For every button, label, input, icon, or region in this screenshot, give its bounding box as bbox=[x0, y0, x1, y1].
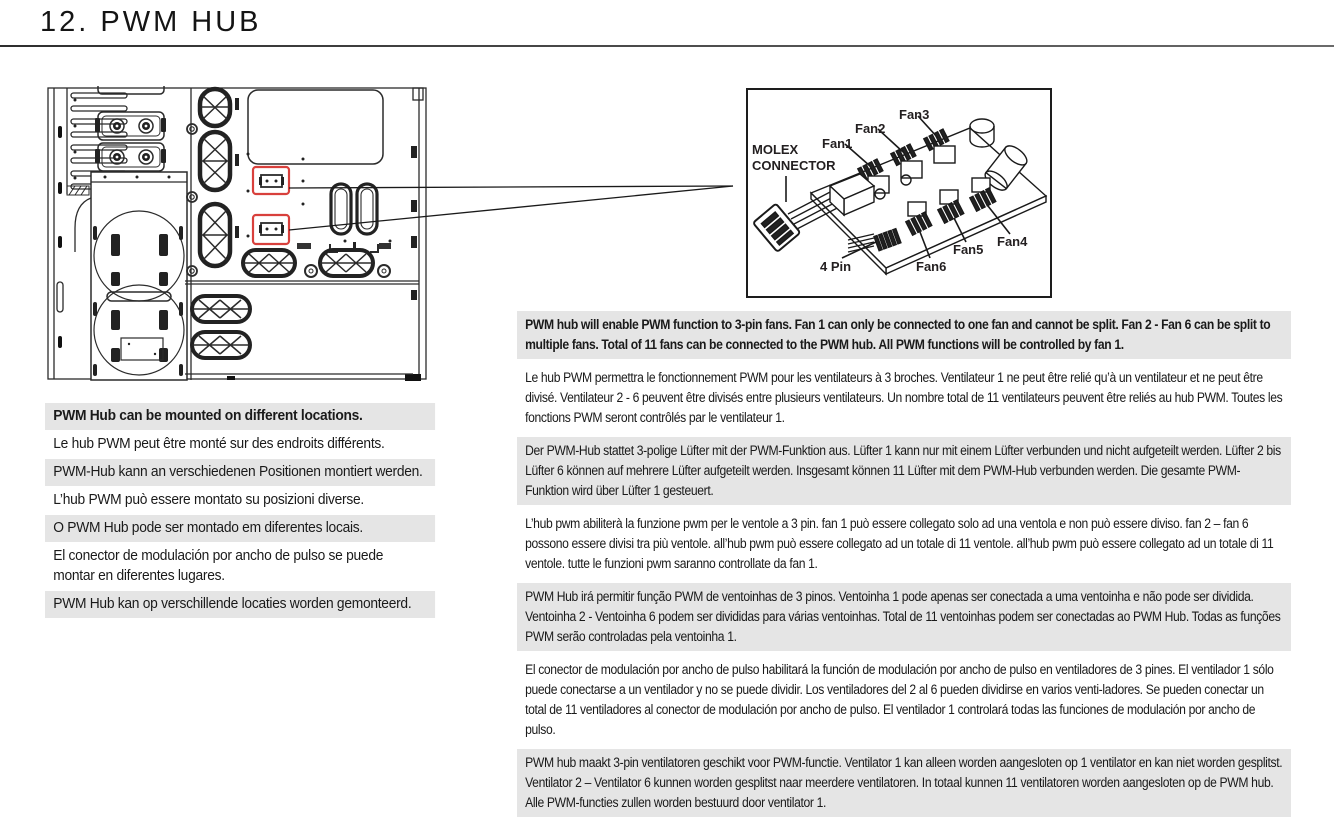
label-fan6: Fan6 bbox=[916, 259, 947, 274]
callout-leader-lines bbox=[289, 180, 747, 236]
psu-section bbox=[185, 281, 419, 380]
front-panel-strip bbox=[57, 126, 63, 348]
pwm-hub-diagram-frame bbox=[746, 88, 1052, 298]
caption-en: PWM Hub can be mounted on different locations. bbox=[45, 403, 435, 430]
caption-it: L’hub PWM può essere montato su posizioni diverse. bbox=[53, 491, 364, 508]
label-fan5: Fan5 bbox=[953, 242, 984, 257]
title-rule bbox=[0, 45, 1334, 47]
hub-description-list bbox=[517, 311, 1291, 822]
label-4pin: 4 Pin bbox=[820, 259, 852, 274]
label-fan4: Fan4 bbox=[997, 234, 1028, 249]
pwm-hub-mount-bracket-2 bbox=[259, 223, 284, 235]
caption-es: El conector de modulación por ancho de pulso se puede montar en diferentes lugares. bbox=[53, 547, 384, 584]
description-pt: PWM Hub irá permitir função PWM de ventoinhas de 3 pinos. Ventoinha 1 pode apenas ser conectada a uma ventoinha e não pode ser dividida. Ventoinha 2 - Ventoinha 6 podem ser divididas para várias ventoinhas. Total de 11 ventoinhas podem ser conectadas ao PWM Hub. Todas as funções PWM serão controladas pela ventoinha 1. bbox=[517, 583, 1291, 651]
caption-fr: Le hub PWM peut être monté sur des endroits différents. bbox=[53, 435, 385, 452]
label-fan1: Fan1 bbox=[822, 136, 853, 151]
description-es: El conector de modulación por ancho de pulso habilitará la función de modulación por ancho de pulso en ventiladores de 3 pines. El ventilador 1 sólo puede conectarse a un ventilador y no se puede dividir. Los ventiladores del 2 al 6 pueden dividirse en varios venti-ladores. Se pueden conectar un total de 11 ventiladores al conector de modulación por ancho de pulso. El ventilador 1 controlará todas las funciones de modulación por ancho de pulso. bbox=[525, 662, 1274, 737]
description-en: PWM hub will enable PWM function to 3-pin fans. Fan 1 can only be connected to one fan and cannot be split. Fan 2 - Fan 6 can be split to multiple fans. Total of 11 fans can be connected to the PWM hub. All PWM functions will be controlled by fan 1. bbox=[517, 311, 1291, 359]
caption-pt: O PWM Hub pode ser montado em diferentes locais. bbox=[45, 515, 435, 542]
page-title: 12. PWM HUB bbox=[40, 6, 262, 38]
label-molex-line1: MOLEX bbox=[752, 142, 799, 157]
caption-de: PWM-Hub kann an verschiedenen Positionen montiert werden. bbox=[45, 459, 435, 486]
label-fan2: Fan2 bbox=[855, 121, 886, 136]
description-de: Der PWM-Hub stattet 3-polige Lüfter mit der PWM-Funktion aus. Lüfter 1 kann nur mit einem Lüfter verbunden und nicht aufgeteilt werden. Lüfter 2 bis Lüfter 6 können auf mehrere Lüfter aufgeteilt werden. Insgesamt können 11 Lüfter mit dem PWM-Hub verbunden werden. Die gesamte PWM-Funktion wird über Lüfter 1 gesteuert. bbox=[517, 437, 1291, 505]
fan-mount-plate bbox=[75, 172, 187, 380]
mount-locations-caption-list bbox=[45, 403, 435, 619]
label-molex-line2: CONNECTOR bbox=[752, 158, 836, 173]
label-fan3: Fan3 bbox=[899, 107, 930, 122]
description-it: L’hub pwm abiliterà la funzione pwm per le ventole a 3 pin. fan 1 può essere collegato solo ad una ventola e non può essere diviso. fan 2 – fan 6 possono essere divisi tra più ventole. all’hub pwm può essere collegato ad un totale di 11 ventole. all’hub pwm può essere collegato ad un totale di 11 ventole. tutte le funzioni pwm saranno controllate da fan 1. bbox=[525, 516, 1274, 571]
description-fr: Le hub PWM permettra le fonctionnement PWM pour les ventilateurs à 3 broches. Ventilateur 1 ne peut être relié qu’à un ventilateur et ne peut être divisé. Ventilateur 2 - 6 peuvent être divisés entre plusieurs ventilateurs. Un nombre total de 11 ventilateurs peuvent être reliés au hub PWM. Toutes les fonctions PWM seront contrôlés par le ventilateur 1. bbox=[525, 370, 1283, 425]
pwm-hub-mount-bracket-1 bbox=[259, 175, 284, 187]
description-nl: PWM hub maakt 3-pin ventilatoren geschikt voor PWM-functie. Ventilator 1 kan alleen worden aangesloten op 1 ventilator en kan niet worden gesplitst. Ventilator 2 – Ventilator 6 kunnen worden gesplitst naar meerdere ventilatoren. In totaal kunnen 11 ventilatoren worden aangesloten op de PWM hub. Alle PWM-functies zullen worden bestuurd door ventilator 1. bbox=[517, 749, 1291, 817]
caption-nl: PWM Hub kan op verschillende locaties worden gemonteerd. bbox=[45, 591, 435, 618]
pwm-hub-diagram bbox=[748, 90, 1050, 296]
